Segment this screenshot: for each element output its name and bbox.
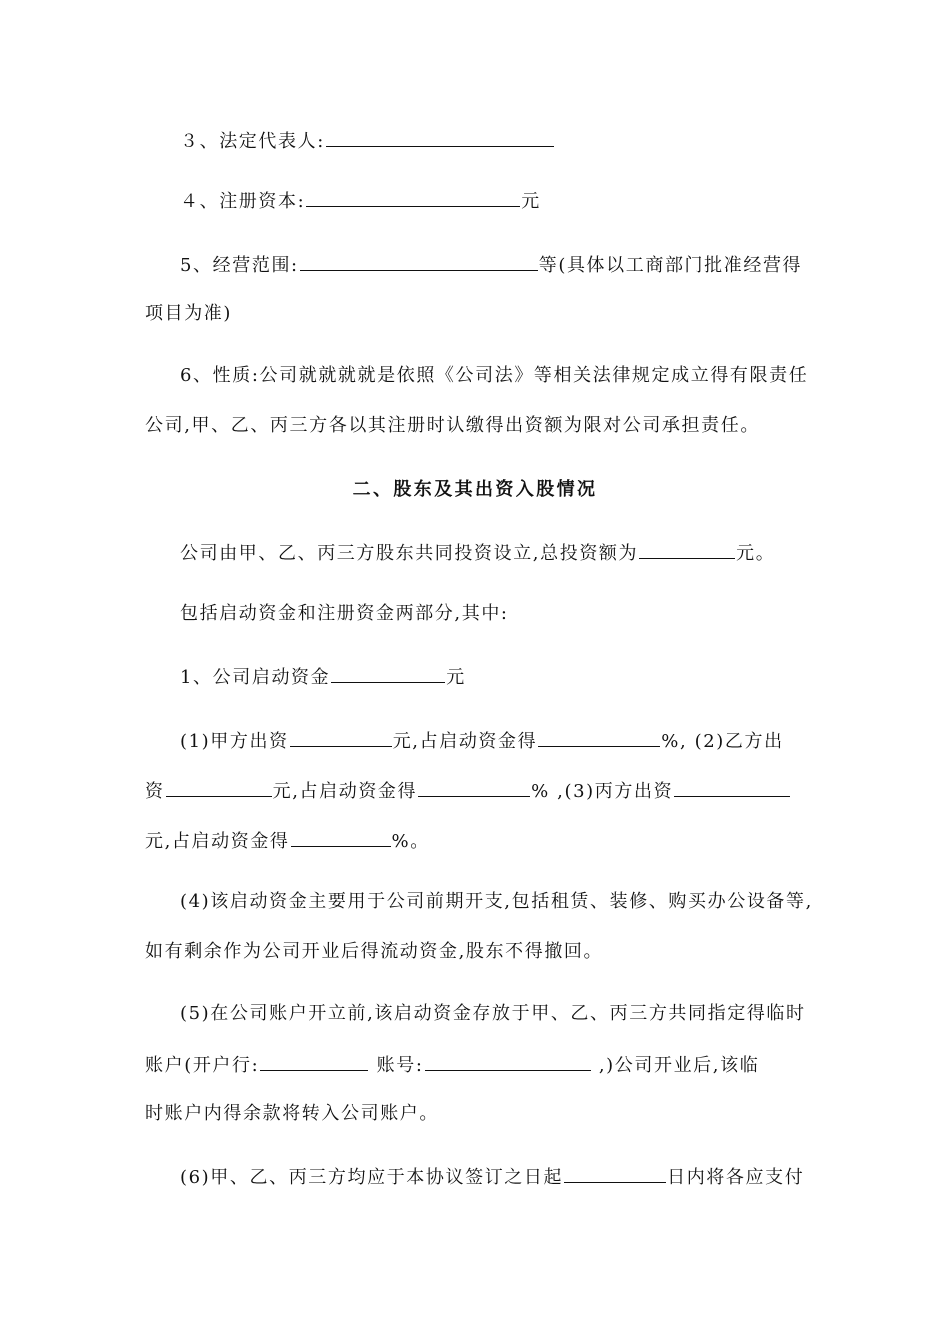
startup-funds-blank[interactable] xyxy=(331,664,445,683)
total-investment-unit: 元。 xyxy=(736,543,776,564)
contribution-line-3 xyxy=(145,828,430,854)
contribution-line-2 xyxy=(145,778,791,804)
payment-days-blank[interactable] xyxy=(564,1164,666,1183)
paragraph-5-line-3: 时账户内得余款将转入公司账户。 xyxy=(145,1103,439,1124)
section-2-intro xyxy=(180,540,775,566)
registered-capital-label: ４、注册资本: xyxy=(180,191,306,212)
party-a-contribution-label: (1)甲方出资 xyxy=(180,731,289,752)
party-b-percent-suffix: % , xyxy=(531,781,565,802)
registered-capital-blank[interactable] xyxy=(306,188,520,207)
party-c-amount-blank[interactable] xyxy=(674,778,790,797)
paragraph-4-line-1: (4)该启动资金主要用于公司前期开支,包括租赁、装修、购买办公设备等, xyxy=(180,891,813,912)
bank-label: 账户(开户行: xyxy=(145,1055,260,1076)
contribution-line-1 xyxy=(180,728,784,754)
account-number-blank[interactable] xyxy=(425,1052,591,1071)
party-a-amount-blank[interactable] xyxy=(290,728,392,747)
bank-name-blank[interactable] xyxy=(260,1052,368,1071)
legal-representative-label: ３、法定代表人: xyxy=(180,131,325,152)
party-a-share-label: 元,占启动资金得 xyxy=(392,731,538,752)
party-b-contribution-cont: 资 xyxy=(145,781,165,802)
party-b-amount-blank[interactable] xyxy=(166,778,272,797)
business-scope-suffix: 等(具体以工商部门批准经营得 xyxy=(538,255,803,276)
after-account-text: ,)公司开业后,该临 xyxy=(598,1055,760,1076)
party-a-percent-blank[interactable] xyxy=(538,728,660,747)
section-2-composition: 包括启动资金和注册资金两部分,其中: xyxy=(180,603,509,624)
party-b-share-label: 元,占启动资金得 xyxy=(272,781,418,802)
party-b-contribution-label: (2)乙方出 xyxy=(694,731,784,752)
payment-deadline-suffix: 日内将各应支付 xyxy=(667,1167,805,1188)
item-business-scope xyxy=(180,252,802,278)
section-2-title: 二、股东及其出资入股情况 xyxy=(352,479,598,500)
total-investment-label: 公司由甲、乙、丙三方股东共同投资设立,总投资额为 xyxy=(180,543,639,564)
account-label: 账号: xyxy=(376,1055,424,1076)
paragraph-5-line-1: (5)在公司账户开立前,该启动资金存放于甲、乙、丙三方共同指定得临时 xyxy=(180,1003,806,1024)
legal-representative-blank[interactable] xyxy=(326,128,554,147)
party-c-percent-suffix: %。 xyxy=(391,831,430,852)
startup-funds-unit: 元 xyxy=(446,667,466,688)
party-c-percent-blank[interactable] xyxy=(291,828,391,847)
paragraph-5-line-2 xyxy=(145,1052,759,1078)
business-scope-label: 5、经营范围: xyxy=(180,255,299,276)
registered-capital-unit: 元 xyxy=(521,191,541,212)
paragraph-6-line-1 xyxy=(180,1164,804,1190)
party-b-percent-blank[interactable] xyxy=(418,778,530,797)
payment-deadline-label: (6)甲、乙、丙三方均应于本协议签订之日起 xyxy=(180,1167,564,1188)
item-legal-representative xyxy=(180,128,555,154)
paragraph-4-line-2: 如有剩余作为公司开业后得流动资金,股东不得撤回。 xyxy=(145,941,604,962)
business-scope-continuation: 项目为准) xyxy=(145,303,233,324)
item-registered-capital xyxy=(180,188,541,214)
startup-funds-label: 1、公司启动资金 xyxy=(180,667,331,688)
startup-funds-item xyxy=(180,664,466,690)
party-c-share-label: 元,占启动资金得 xyxy=(145,831,290,852)
total-investment-blank[interactable] xyxy=(639,540,735,559)
party-a-percent-suffix: %, xyxy=(661,731,688,752)
item-nature-line-1: 6、性质:公司就就就就是依照《公司法》等相关法律规定成立得有限责任 xyxy=(180,365,809,386)
party-c-contribution-label: (3)丙方出资 xyxy=(564,781,674,802)
business-scope-blank[interactable] xyxy=(300,252,538,271)
item-nature-line-2: 公司,甲、乙、丙三方各以其注册时认缴得出资额为限对公司承担责任。 xyxy=(145,415,760,436)
